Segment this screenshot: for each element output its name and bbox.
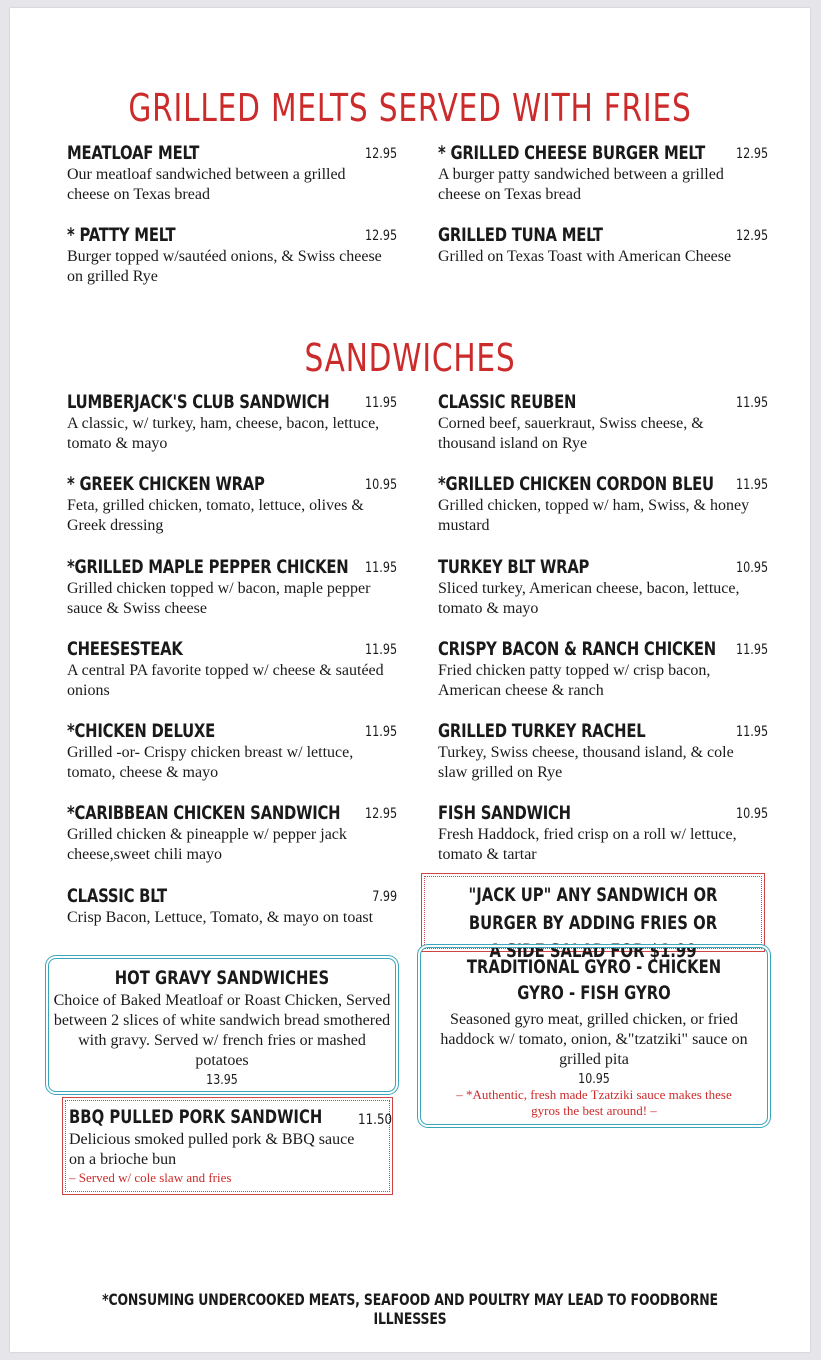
menu-item (438, 142, 768, 205)
bbq-note: – Served w/ cole slaw and fries (69, 1170, 232, 1185)
item-name: CLASSIC BLT (67, 885, 167, 907)
item-price: 11.95 (735, 395, 768, 411)
bbq-description: Delicious smoked pulled pork & BBQ sauce on a brioche bun (69, 1131, 355, 1168)
menu-item (438, 391, 768, 454)
item-description: Corned beef, sauerkraut, Swiss cheese, & thousand island on Rye (438, 415, 704, 452)
item-price: 12.95 (364, 228, 397, 244)
item-price: 11.95 (364, 724, 397, 740)
item-name: CRISPY BACON & RANCH CHICKEN (438, 638, 716, 660)
item-price: 12.95 (364, 806, 397, 822)
menu-item (438, 720, 768, 783)
item-name: CLASSIC REUBEN (438, 391, 577, 413)
bbq-title: BBQ PULLED PORK SANDWICH (69, 1106, 323, 1128)
item-name: CHEESESTEAK (67, 638, 183, 660)
item-name: FISH SANDWICH (438, 802, 571, 824)
item-description: Feta, grilled chicken, tomato, lettuce, olives & Greek dressing (67, 497, 364, 534)
item-description: A central PA favorite topped w/ cheese & sautéed onions (67, 662, 384, 699)
menu-item (67, 720, 397, 783)
hot-gravy-description: Choice of Baked Meatloaf or Roast Chicken, Served between 2 slices of white sandwich bread smothered with gravy. Served w/ french fries or mashed potatoes (53, 992, 391, 1069)
bbq-price: 11.50 (357, 1112, 392, 1128)
item-description: Grilled -or- Crispy chicken breast w/ lettuce, tomato, cheese & mayo (67, 744, 354, 781)
item-name: GRILLED TUNA MELT (438, 224, 603, 246)
hot-gravy-box (48, 958, 396, 1092)
jack-up-text: "JACK UP" ANY SANDWICH OR BURGER BY ADDING FRIES OR A SIDE SALAD FOR $1.99 (468, 884, 718, 962)
item-description: Grilled chicken & pineapple w/ pepper jack cheese,sweet chili mayo (67, 826, 347, 863)
item-description: Grilled on Texas Toast with American Cheese (438, 248, 732, 265)
menu-item (438, 556, 768, 619)
gyro-description: Seasoned gyro meat, grilled chicken, or fried haddock w/ tomato, onion, &"tzatziki" sauce on grilled pita (440, 1011, 748, 1068)
item-name: * PATTY MELT (67, 224, 176, 246)
menu-item (67, 638, 397, 701)
menu-item (67, 142, 397, 205)
item-price: 11.95 (735, 724, 768, 740)
item-description: Burger topped w/sautéed onions, & Swiss cheese on grilled Rye (67, 248, 382, 285)
item-name: MEATLOAF MELT (67, 142, 200, 164)
gyro-box (420, 947, 768, 1125)
item-price: 11.95 (364, 395, 397, 411)
item-name: *GRILLED CHICKEN CORDON BLEU (438, 473, 714, 495)
item-description: Grilled chicken, topped w/ ham, Swiss, & honey mustard (438, 497, 750, 534)
item-price: 10.95 (364, 477, 397, 493)
item-description: Sliced turkey, American cheese, bacon, lettuce, tomato & mayo (438, 580, 740, 617)
item-name: LUMBERJACK'S CLUB SANDWICH (67, 391, 330, 413)
item-price: 11.95 (364, 642, 397, 658)
item-price: 12.95 (735, 228, 768, 244)
sandwiches-section-title: SANDWICHES (304, 336, 516, 380)
melts-section-title: GRILLED MELTS SERVED WITH FRIES (128, 86, 692, 130)
menu-item (67, 556, 397, 619)
menu-item (438, 638, 768, 701)
item-description: Turkey, Swiss cheese, thousand island, & cole slaw grilled on Rye (438, 744, 734, 781)
item-description: Grilled chicken topped w/ bacon, maple pepper sauce & Swiss cheese (67, 580, 371, 617)
item-description: Fried chicken patty topped w/ crisp bacon, American cheese & ranch (438, 662, 711, 699)
menu-item (438, 224, 768, 267)
menu-item (67, 885, 397, 928)
gyro-note: – *Authentic, fresh made Tzatziki sauce makes these gyros the best around! – (456, 1087, 732, 1118)
food-safety-disclaimer: *CONSUMING UNDERCOOKED MEATS, SEAFOOD AND POULTRY MAY LEAD TO FOODBORNE ILLNESSES (102, 1290, 718, 1328)
menu-item (67, 473, 397, 536)
item-description: Fresh Haddock, fried crisp on a roll w/ lettuce, tomato & tartar (438, 826, 737, 863)
item-name: *CHICKEN DELUXE (67, 720, 216, 742)
menu-page (10, 8, 810, 1352)
item-price: 11.95 (735, 477, 768, 493)
item-name: GRILLED TURKEY RACHEL (438, 720, 646, 742)
bbq-box (62, 1097, 393, 1195)
menu-item (438, 473, 768, 536)
item-name: * GRILLED CHEESE BURGER MELT (438, 142, 705, 164)
item-name: *CARIBBEAN CHICKEN SANDWICH (67, 802, 341, 824)
item-name: * GREEK CHICKEN WRAP (67, 473, 265, 495)
item-price: 11.95 (364, 560, 397, 576)
menu-item (67, 224, 397, 287)
jack-up-callout (421, 873, 765, 962)
item-description: Crisp Bacon, Lettuce, Tomato, & mayo on toast (67, 909, 374, 926)
item-description: Our meatloaf sandwiched between a grilled cheese on Texas bread (67, 166, 346, 203)
hot-gravy-price: 13.95 (206, 1073, 238, 1088)
gyro-title: TRADITIONAL GYRO - CHICKEN GYRO - FISH GYRO (466, 956, 722, 1004)
gyro-price: 10.95 (578, 1072, 610, 1087)
hot-gravy-title: HOT GRAVY SANDWICHES (114, 967, 330, 989)
item-price: 12.95 (364, 146, 397, 162)
item-price: 11.95 (735, 642, 768, 658)
item-name: TURKEY BLT WRAP (438, 556, 590, 578)
item-description: A classic, w/ turkey, ham, cheese, bacon, lettuce, tomato & mayo (67, 415, 380, 452)
item-name: *GRILLED MAPLE PEPPER CHICKEN (67, 556, 349, 578)
menu-item (67, 802, 397, 865)
item-price: 7.99 (372, 889, 397, 905)
item-price: 10.95 (735, 560, 768, 576)
item-price: 12.95 (735, 146, 768, 162)
item-description: A burger patty sandwiched between a grilled cheese on Texas bread (438, 166, 724, 203)
menu-item (67, 391, 397, 454)
item-price: 10.95 (735, 806, 768, 822)
menu-item (438, 802, 768, 865)
